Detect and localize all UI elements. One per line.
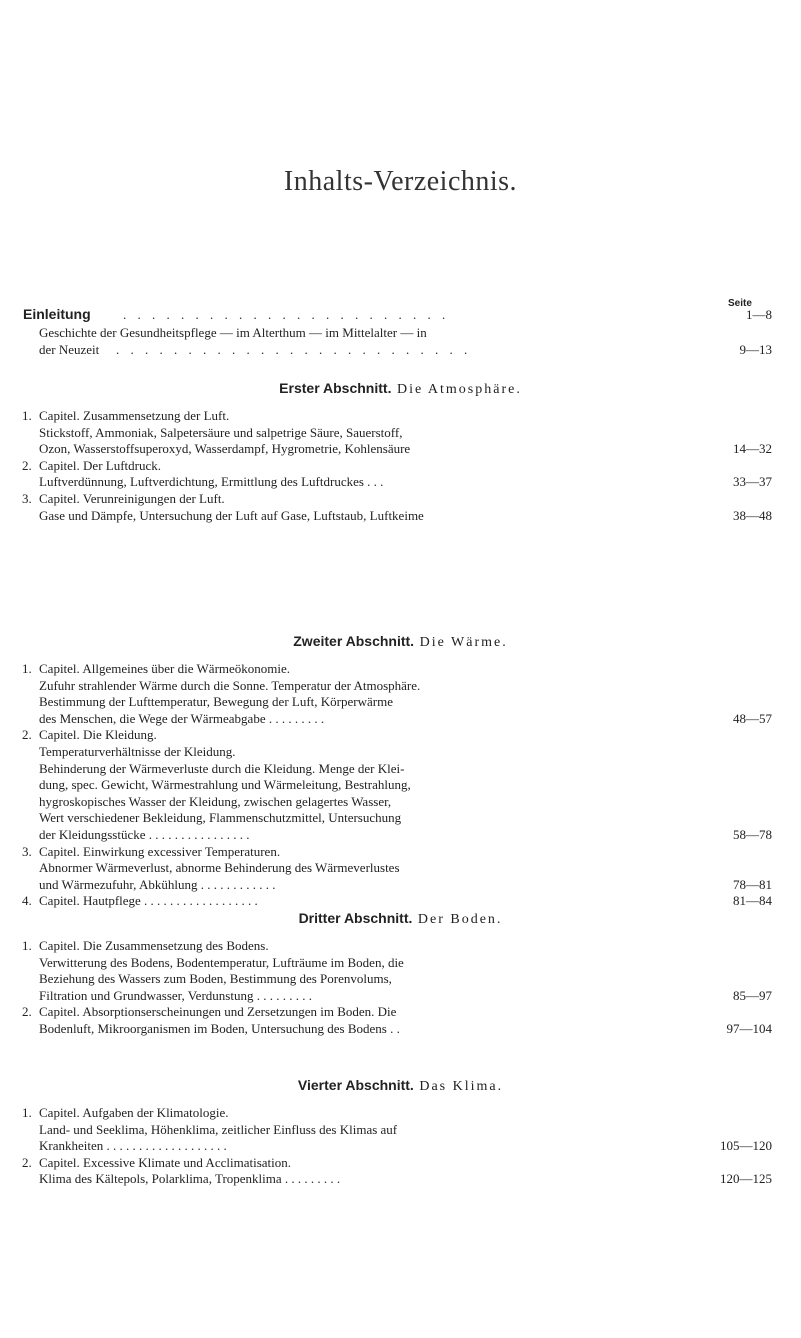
entry-text: Capitel. Verunreinigungen der Luft.: [39, 491, 225, 506]
page-range: 85—97: [733, 987, 772, 1003]
page-range: 14—32: [733, 441, 772, 457]
page-range: 33—37: [733, 474, 772, 490]
entry-text: Stickstoff, Ammoniak, Salpetersäure und salpetrige Säure, Sauerstoff,: [39, 424, 403, 440]
entry-text: Bodenluft, Mikroorganismen im Boden, Untersuchung des Bodens . .: [39, 1021, 400, 1036]
page-range: 9—13: [739, 342, 772, 357]
page-column-label: Seite: [728, 298, 752, 309]
entry-text: Capitel. Der Luftdruck.: [39, 457, 162, 473]
section-heading: [0, 1077, 801, 1095]
chapter-number: 1.: [22, 1105, 32, 1120]
entry-text: der Kleidungsstücke . . . . . . . . . . . . . . . .: [39, 827, 250, 842]
page-range: 105—120: [720, 1138, 772, 1154]
entry-text: Krankheiten . . . . . . . . . . . . . . . . . . .: [39, 1138, 227, 1154]
entry-text: dung, spec. Gewicht, Wärmestrahlung und Wärmeleitung, Bestrahlung,: [39, 777, 411, 793]
intro-heading: Einleitung: [23, 306, 91, 322]
section-heading: [0, 380, 801, 398]
entry-text: Capitel. Die Kleidung.: [39, 727, 157, 743]
chapter-number: 2.: [22, 1154, 32, 1170]
entry-text: Abnormer Wärmeverlust, abnorme Behinderung des Wärmeverlustes: [39, 860, 400, 876]
entry-text: Capitel. Hautpflege . . . . . . . . . . . . . . . . . .: [39, 893, 258, 909]
page-title: Inhalts-Verzeichnis.: [283, 166, 518, 197]
entry-text: der Neuzeit: [39, 342, 100, 357]
section-number: Zweiter Abschnitt.: [293, 633, 415, 649]
entry-text: Filtration und Grundwasser, Verdunstung . . . . . . . . .: [39, 987, 312, 1003]
chapter-number: 1.: [22, 408, 32, 423]
section-heading: [0, 910, 801, 928]
chapter-number: 1.: [22, 661, 32, 676]
entry-text: Verwitterung des Bodens, Bodentemperatur, Lufträume im Boden, die: [39, 954, 404, 970]
entry-text: Capitel. Excessive Klimate und Acclimatisation.: [39, 1154, 291, 1170]
entry-text: Capitel. Aufgaben der Klimatologie.: [39, 1105, 229, 1120]
entry-text: Gase und Dämpfe, Untersuchung der Luft auf Gase, Luftstaub, Luftkeime: [39, 507, 424, 523]
entry-text: Zufuhr strahlender Wärme durch die Sonne. Temperatur der Atmosphäre.: [39, 677, 421, 693]
chapter-number: 3.: [22, 491, 32, 506]
entry-text: Luftverdünnung, Luftverdichtung, Ermittlung des Luftdruckes . . .: [39, 474, 384, 490]
section-number: Vierter Abschnitt.: [297, 1077, 414, 1093]
page-range: 78—81: [733, 876, 772, 892]
page-range: 1—8: [746, 307, 772, 322]
chapter-number: 2.: [22, 457, 32, 473]
section-number: Dritter Abschnitt.: [298, 910, 413, 926]
page-range: 120—125: [720, 1171, 772, 1187]
entry-text: Capitel. Die Zusammensetzung des Bodens.: [39, 938, 269, 953]
entry-text: Land- und Seeklima, Höhenklima, zeitlicher Einfluss des Klimas auf: [39, 1121, 398, 1137]
entry-text: Temperaturverhältnisse der Kleidung.: [39, 744, 236, 759]
page-range: 58—78: [733, 827, 772, 842]
chapter-number: 2.: [22, 1004, 32, 1020]
page-range: 38—48: [733, 507, 772, 523]
entry-text: Ozon, Wasserstoffsuperoxyd, Wasserdampf, Hygrometrie, Kohlensäure: [39, 441, 411, 457]
entry-text: Capitel. Absorptionserscheinungen und Zersetzungen im Boden. Die: [39, 1004, 397, 1020]
page-range: 48—57: [733, 710, 772, 726]
entry-text: Behinderung der Wärmeverluste durch die Kleidung. Menge der Klei-: [39, 760, 405, 776]
section-number: Erster Abschnitt.: [279, 380, 392, 396]
chapter-number: 2.: [22, 727, 32, 743]
section-subject: Die Atmosphäre.: [391, 382, 522, 397]
entry-text: Geschichte der Gesundheitspflege — im Alterthum — im Mittelalter — in: [39, 325, 427, 340]
entry-text: Capitel. Einwirkung excessiver Temperaturen.: [39, 843, 281, 859]
entry-text: und Wärmezufuhr, Abkühlung . . . . . . . . . . . .: [39, 876, 276, 892]
entry-text: Capitel. Allgemeines über die Wärmeökonomie.: [39, 661, 291, 676]
entry-text: Klima des Kältepols, Polarklima, Tropenklima . . . . . . . . .: [39, 1171, 341, 1187]
chapter-number: 4.: [22, 893, 32, 909]
leader-dots: . . . . . . . . . . . . . . . . . . . . . . .: [123, 307, 450, 322]
entry-text: Capitel. Zusammensetzung der Luft.: [39, 408, 230, 423]
section-subject: Der Boden.: [412, 912, 503, 927]
leader-dots: . . . . . . . . . . . . . . . . . . . . . . . . .: [116, 342, 472, 357]
section-subject: Das Klima.: [413, 1079, 504, 1094]
entry-text: des Menschen, die Wege der Wärmeabgabe . . . . . . . . .: [39, 710, 325, 726]
chapter-number: 3.: [22, 843, 32, 859]
entry-text: Beziehung des Wassers zum Boden, Bestimmung des Porenvolums,: [39, 971, 392, 987]
entry-text: Wert verschiedener Bekleidung, Flammenschutzmittel, Untersuchung: [39, 810, 402, 826]
entry-text: Bestimmung der Lufttemperatur, Bewegung der Luft, Körperwärme: [39, 694, 393, 710]
section-heading: [0, 633, 801, 651]
entry-text: hygroskopisches Wasser der Kleidung, zwischen gelagertes Wasser,: [39, 793, 392, 809]
chapter-number: 1.: [22, 938, 32, 953]
page-range: 81—84: [733, 893, 772, 909]
section-subject: Die Wärme.: [414, 635, 508, 650]
page-range: 97—104: [726, 1021, 772, 1036]
